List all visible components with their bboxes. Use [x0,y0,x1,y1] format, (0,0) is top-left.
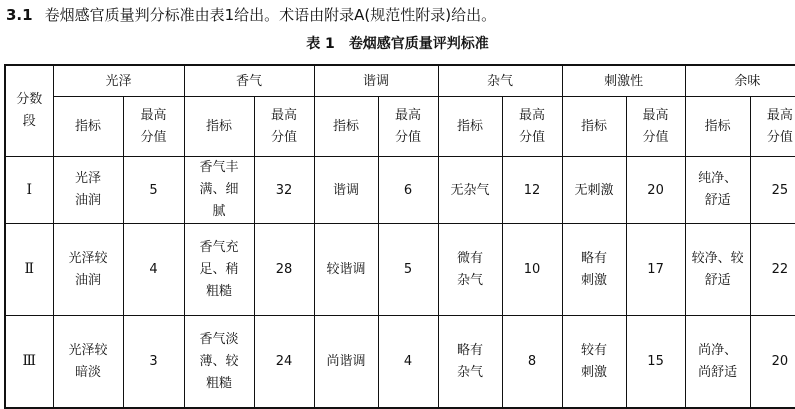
max-score-cell: 12 [502,157,562,224]
indicator-cell [438,157,502,224]
group-header: 余味 [734,73,761,89]
indicator-text: 尚净、尚舒适 [698,342,738,380]
group-header-cell [438,65,562,97]
indicator-cell [562,224,626,316]
group-header: 刺激性 [604,73,644,89]
indicator-text: 香气丰满、细腻 [199,160,239,219]
grade-cell: Ⅱ [5,224,53,316]
max-score-cell: 25 [750,157,795,224]
indicator-cell [685,157,750,224]
max-score-cell: 4 [123,224,184,316]
indicator-header: 指标 [685,97,750,157]
max-score-cell: 5 [123,157,184,224]
table-caption-label: 表 1 [306,36,335,52]
table-caption-title: 卷烟感官质量评判标准 [348,36,489,52]
indicator-text: 较有刺激 [581,342,608,380]
max-score-cell: 32 [254,157,314,224]
max-score-header: 最高分值 [140,107,167,145]
indicator-text: 纯净、舒适 [698,171,738,208]
group-header: 杂气 [487,73,514,89]
segment-header-cell [5,65,53,157]
table-caption [0,33,795,55]
group-header-cell [53,65,184,97]
group-header: 香气 [236,73,263,89]
indicator-cell [184,157,254,224]
max-score-header: 最高分值 [519,107,546,145]
indicator-cell [438,224,502,316]
indicator-cell [314,224,378,316]
indicator-header: 指标 [314,97,378,157]
group-header-cell [184,65,314,97]
indicator-text: 光泽较油润 [68,250,108,288]
indicator-text: 无刺激 [574,182,614,198]
max-score-cell: 3 [123,316,184,409]
indicator-text: 微有杂气 [457,250,484,288]
indicator-header: 指标 [53,97,123,157]
max-score-cell: 28 [254,224,314,316]
group-header: 光泽 [105,73,132,89]
max-score-cell: 20 [750,316,795,409]
segment-header: 分数段 [16,92,43,129]
max-score-header-cell [626,97,685,157]
max-score-header-cell [378,97,438,157]
clause-paragraph [6,4,496,26]
grade-cell: Ⅲ [5,316,53,409]
indicator-text: 谐调 [333,182,360,198]
indicator-cell [562,316,626,409]
max-score-cell: 4 [378,316,438,409]
group-header-row [5,65,795,97]
max-score-cell: 6 [378,157,438,224]
indicator-text: 尚谐调 [326,354,366,369]
indicator-header: 指标 [562,97,626,157]
indicator-cell [53,224,123,316]
indicator-cell [314,316,378,409]
max-score-header: 最高分值 [642,107,669,145]
max-score-header: 最高分值 [766,107,793,145]
indicator-text: 较净、较舒适 [691,250,744,288]
indicator-header: 指标 [184,97,254,157]
group-header: 谐调 [363,73,390,89]
indicator-text: 无杂气 [450,182,490,198]
max-score-header-cell [123,97,184,157]
clause-text: 卷烟感官质量判分标准由表1给出。术语由附录A(规范性附录)给出。 [44,6,497,24]
indicator-cell [438,316,502,409]
max-score-header-cell [502,97,562,157]
table-row [5,157,795,224]
table-row [5,224,795,316]
group-header-cell [562,65,685,97]
indicator-text: 略有刺激 [581,250,608,288]
max-score-header-cell [750,97,795,157]
max-score-cell: 20 [626,157,685,224]
scoring-table [4,64,795,409]
max-score-header-cell [254,97,314,157]
indicator-text: 光泽较暗淡 [68,342,108,380]
indicator-text: 香气充足、稍粗糙 [199,239,239,299]
indicator-text: 光泽油润 [74,171,101,208]
indicator-text: 略有杂气 [457,342,484,380]
indicator-cell [314,157,378,224]
indicator-cell [685,224,750,316]
group-header-cell [685,65,795,97]
max-score-cell: 24 [254,316,314,409]
max-score-cell: 17 [626,224,685,316]
indicator-cell [53,157,123,224]
indicator-cell [685,316,750,409]
max-score-cell: 10 [502,224,562,316]
max-score-cell: 22 [750,224,795,316]
indicator-header: 指标 [438,97,502,157]
table-row [5,316,795,409]
max-score-cell: 15 [626,316,685,409]
sub-header-row [5,97,795,157]
max-score-cell: 8 [502,316,562,409]
indicator-text: 香气淡薄、较粗糙 [199,331,239,391]
indicator-cell [53,316,123,409]
grade-cell: Ⅰ [5,157,53,224]
max-score-header: 最高分值 [395,107,422,145]
indicator-cell [184,316,254,409]
indicator-text: 较谐调 [326,262,366,277]
max-score-header: 最高分值 [271,107,298,145]
indicator-cell [184,224,254,316]
max-score-cell: 5 [378,224,438,316]
indicator-cell [562,157,626,224]
group-header-cell [314,65,438,97]
clause-number: 3.1 [6,6,33,24]
